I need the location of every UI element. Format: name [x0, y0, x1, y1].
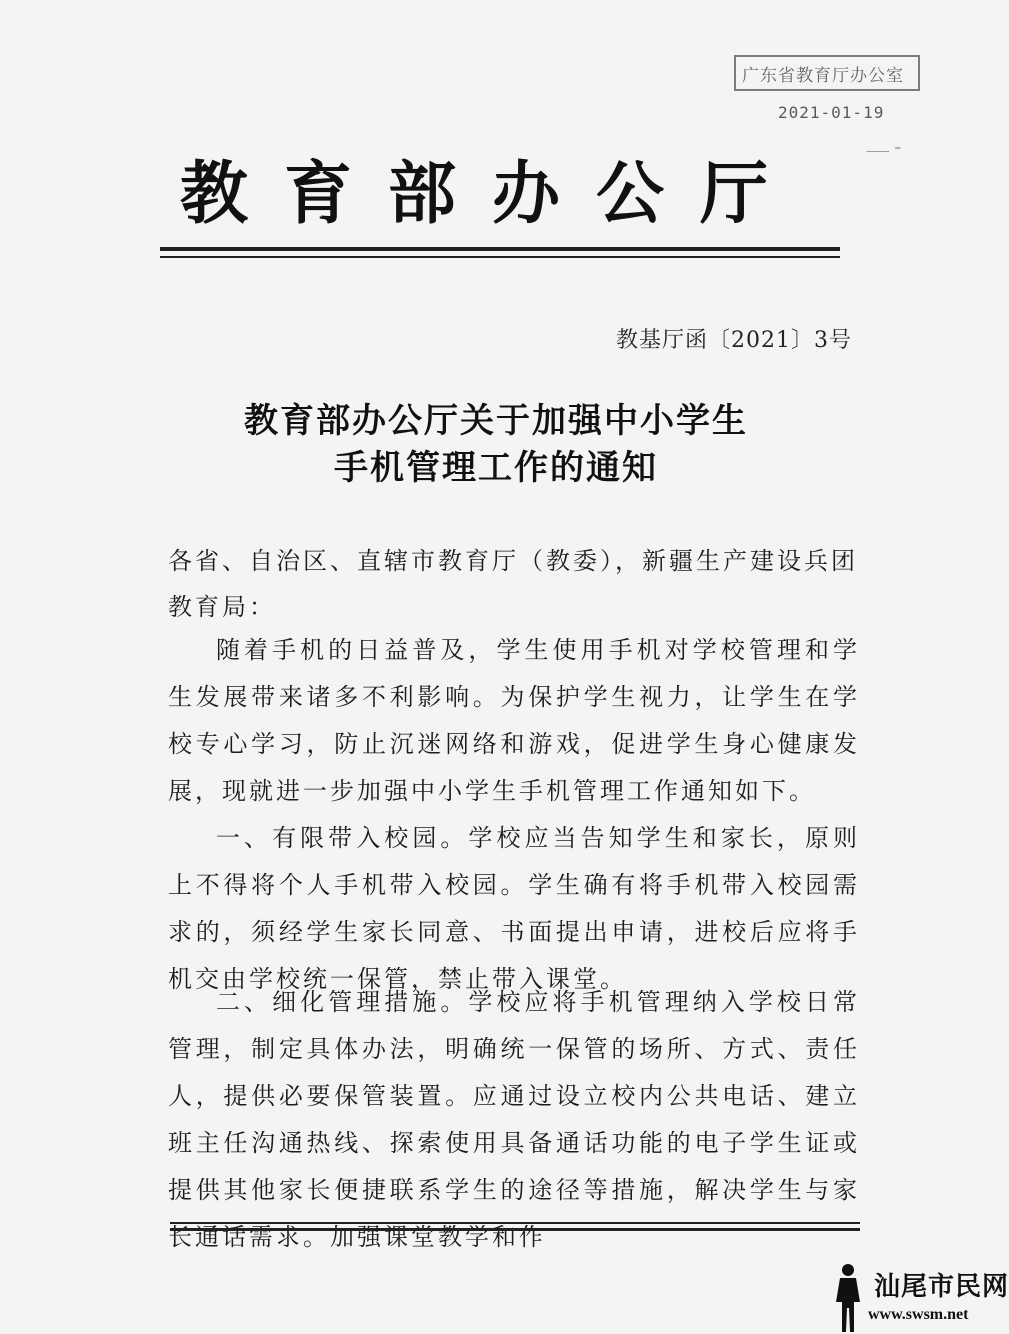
footer-rule — [170, 1222, 860, 1231]
header-rule — [160, 247, 840, 258]
document-title-line2: 手机管理工作的通知 — [334, 448, 658, 488]
site-watermark — [828, 1262, 1009, 1334]
document-title-line1: 教育部办公厅关于加强中小学生 — [244, 401, 748, 441]
stamp-mark: ⸺ ⁼ — [866, 143, 902, 159]
watermark-url: www.swsm.net — [868, 1306, 969, 1323]
stamp-date: 2021-01-19 — [778, 103, 885, 122]
document-number: 教基厅函〔2021〕3号 — [616, 328, 852, 353]
issuer-header: 教育部办公厅 — [180, 154, 805, 234]
stamp-org: 广东省教育厅办公室 — [742, 65, 904, 86]
watermark-name: 汕尾市民网 — [874, 1272, 1009, 1302]
paragraph-intro: 随着手机的日益普及，学生使用手机对学校管理和学生发展带来诸多不利影响。为保护学生视力，让学生在学校专心学习，防止沉迷网络和游戏，促进学生身心健康发展，现就进一步加强中小学生手机管理工作通知如下。 — [168, 636, 860, 805]
receipt-stamp — [734, 55, 920, 91]
paragraph-item-1: 一、有限带入校园。学校应当告知学生和家长，原则上不得将个人手机带入校园。学生确有将手机带入校园需求的，须经学生家长同意、书面提出申请，进校后应将手机交由学校统一保管，禁止带入课堂。 — [168, 824, 860, 993]
paragraph-item-2: 二、细化管理措施。学校应将手机管理纳入学校日常管理，制定具体办法，明确统一保管的场所、方式、责任人，提供必要保管装置。应通过设立校内公共电话、建立班主任沟通热线、探索使用具备通话功能的电子学生证或提供其他家长便捷联系学生的途径等措施，解决学生与家长通话需求。加强课堂教学和作 — [168, 988, 860, 1251]
person-silhouette-icon — [828, 1262, 868, 1334]
salutation: 各省、自治区、直辖市教育厅（教委），新疆生产建设兵团教育局： — [168, 547, 858, 621]
